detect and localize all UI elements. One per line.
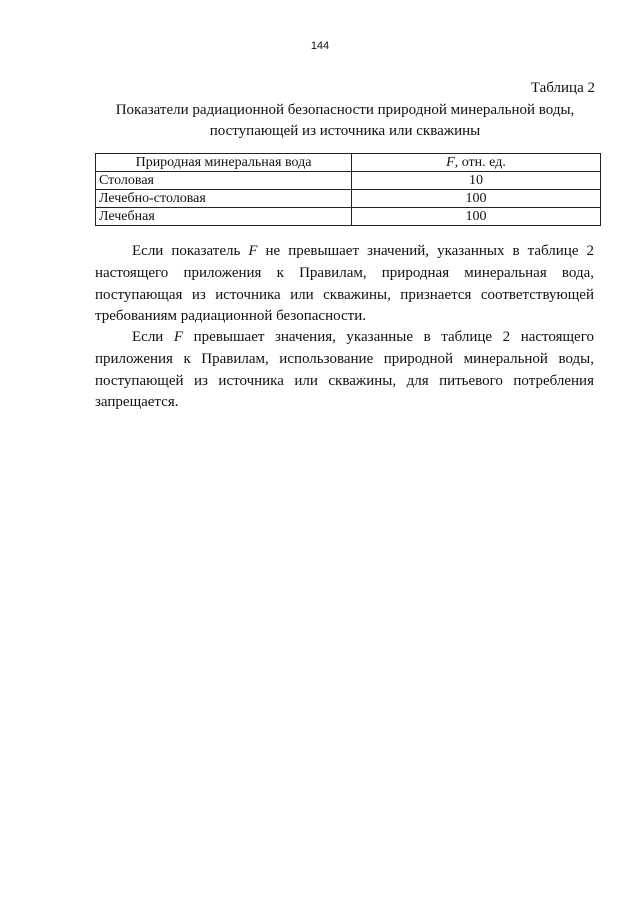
row-water-type: Столовая — [96, 172, 352, 190]
paragraph-2-symbol: F — [173, 329, 184, 345]
table-row — [96, 172, 601, 190]
row-f-value: 100 — [352, 190, 601, 208]
page-number: 144 — [310, 40, 330, 52]
paragraph-compliance — [95, 241, 594, 328]
row-water-type: Лечебная — [96, 208, 352, 226]
row-water-type: Лечебно-столовая — [96, 190, 352, 208]
header-f-symbol: F — [446, 154, 455, 170]
table-title — [95, 100, 595, 142]
table-label: Таблица 2 — [530, 80, 595, 96]
table-row — [96, 190, 601, 208]
table-row — [96, 208, 601, 226]
table-header-row — [96, 154, 601, 172]
paragraph-prohibition — [95, 327, 594, 414]
paragraph-1-symbol: F — [248, 243, 258, 259]
paragraph-1-rest: не превышает значений, указанных в таблице 2 настоящего приложения к Правилам, природная минеральная вода, поступающая из источника или скважины, признается соответствующей требованиям радиационной безопасности. — [95, 243, 594, 325]
table-title-line-1: Показатели радиационной безопасности природной минеральной воды, — [115, 102, 575, 118]
paragraph-2-start: Если — [132, 329, 174, 345]
header-water-type: Природная минеральная вода — [96, 154, 352, 172]
header-f-value — [352, 154, 601, 172]
paragraph-2-rest: превышает значения, указанные в таблице 2 настоящего приложения к Правилам, использование природной минеральной воды, поступающей из источника или скважины, для питьевого потребления запрещается. — [95, 329, 594, 411]
row-f-value: 100 — [352, 208, 601, 226]
paragraph-1-start: Если показатель — [132, 243, 249, 259]
radiation-safety-table — [95, 153, 601, 226]
table-title-line-2: поступающей из источника или скважины — [209, 123, 481, 139]
row-f-value: 10 — [352, 172, 601, 190]
header-f-unit: , отн. ед. — [454, 154, 506, 170]
